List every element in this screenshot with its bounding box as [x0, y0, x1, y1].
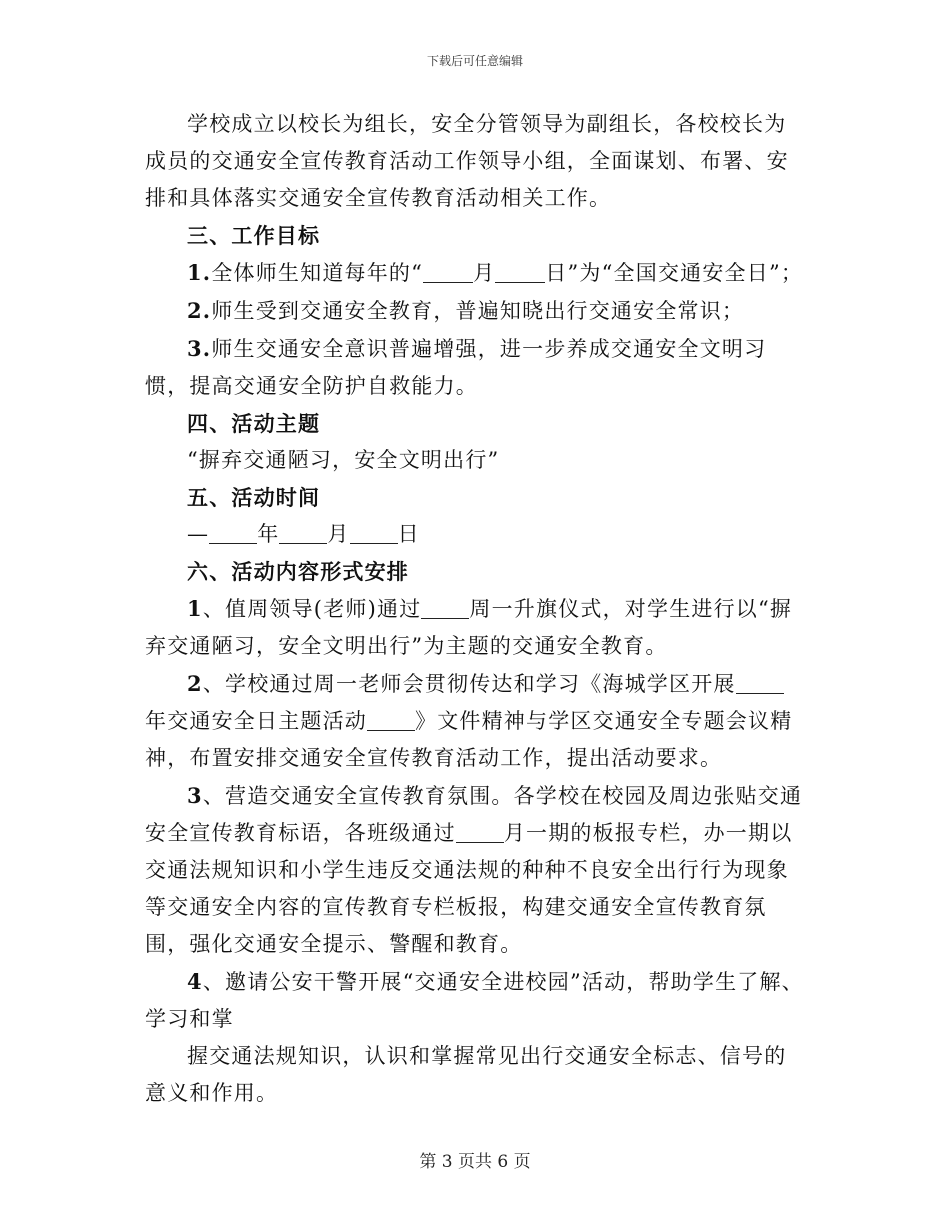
blank-line: [423, 260, 473, 283]
time-year: 年: [257, 522, 280, 546]
time-day: 日: [397, 522, 420, 546]
item-text: 、邀请公安干警开展“交通安全进校园”活动，帮助学生了解、学习和掌: [145, 970, 804, 1031]
goal-text: 师生交通安全意识普遍增强，进一步养成交通安全文明习惯，提高交通安全防护自救能力。: [145, 337, 767, 398]
blank-line: [367, 708, 415, 731]
content-item-1: [145, 590, 805, 665]
section-heading-activity-content: 六、活动内容形式安排: [187, 559, 409, 584]
item-number: 2: [187, 671, 203, 696]
item-number: 3: [187, 783, 203, 808]
item-text: 、值周领导(老师)通过: [202, 597, 422, 621]
blank-line: [736, 671, 784, 694]
section-heading-activity-theme: 四、活动主题: [187, 411, 321, 436]
item-text: 、学校通过周一老师会贯彻传达和学习《海城学区开展: [202, 672, 736, 696]
goal-text: 全体师生知道每年的“: [211, 261, 424, 285]
activity-theme-text: “摒弃交通陋习，安全文明出行”: [187, 448, 500, 472]
document-body: [145, 106, 805, 1112]
goal-item-3: [145, 330, 805, 405]
blank-line: [456, 820, 504, 843]
item-text: 月一期的板报专栏，办一期以交通法规知识和小学生违反交通法规的种种不良安全出行行为现象等交通安全内容的宣传教育专栏板报，构建交通安全宣传教育氛围，强化交通安全提示、警醒和教育。: [145, 821, 793, 956]
content-item-4-continued: 握交通法规知识，认识和掌握常见出行交通安全标志、信号的意义和作用。: [145, 1044, 787, 1105]
content-item-3: [145, 777, 805, 963]
blank-line: [209, 521, 257, 544]
page-footer: 第 3 页共 6 页: [419, 1152, 531, 1172]
item-text: 周一升旗仪式，对学生进行以“摒弃交通陋习，安全文明出行”为主题的交通安全教育。: [145, 597, 793, 658]
item-number: 1: [187, 596, 203, 621]
goal-text: 月: [473, 261, 496, 285]
goal-text: 师生受到交通安全教育，普遍知晓出行交通安全常识；: [211, 299, 745, 323]
goal-item-2: [145, 292, 805, 330]
goal-item-1: [145, 254, 805, 292]
item-text: 、营造交通安全宣传教育氛围。各学校在校园及周边张贴交通安全宣传教育标语，各班级通过: [145, 784, 803, 845]
item-text: 》文件精神与学区交通安全专题会议精神，布置安排交通安全宣传教育活动工作，提出活动要求。: [145, 709, 793, 770]
time-dash: —: [187, 522, 210, 546]
blank-line: [350, 521, 398, 544]
section-heading-work-goals: 三、工作目标: [187, 223, 321, 248]
goal-text: 日”为“全国交通安全日”；: [545, 261, 804, 285]
blank-line: [421, 596, 469, 619]
goal-number: 3.: [187, 336, 212, 361]
blank-line: [495, 260, 545, 283]
page-header: 下载后可任意编辑: [426, 54, 523, 68]
blank-line: [279, 521, 327, 544]
goal-number: 2.: [187, 298, 212, 323]
content-item-4: [145, 963, 805, 1038]
content-item-2: [145, 665, 805, 777]
item-text: 年交通安全日主题活动: [145, 709, 367, 733]
item-number: 4: [187, 969, 203, 994]
section-heading-activity-time: 五、活动时间: [187, 485, 321, 510]
activity-time-text: [145, 516, 805, 553]
goal-number: 1.: [187, 260, 212, 285]
time-month: 月: [327, 522, 350, 546]
paragraph-leadership-group: 学校成立以校长为组长，安全分管领导为副组长，各校校长为成员的交通安全宣传教育活动工作领导小组，全面谋划、布署、安排和具体落实交通安全宣传教育活动相关工作。: [145, 112, 789, 210]
